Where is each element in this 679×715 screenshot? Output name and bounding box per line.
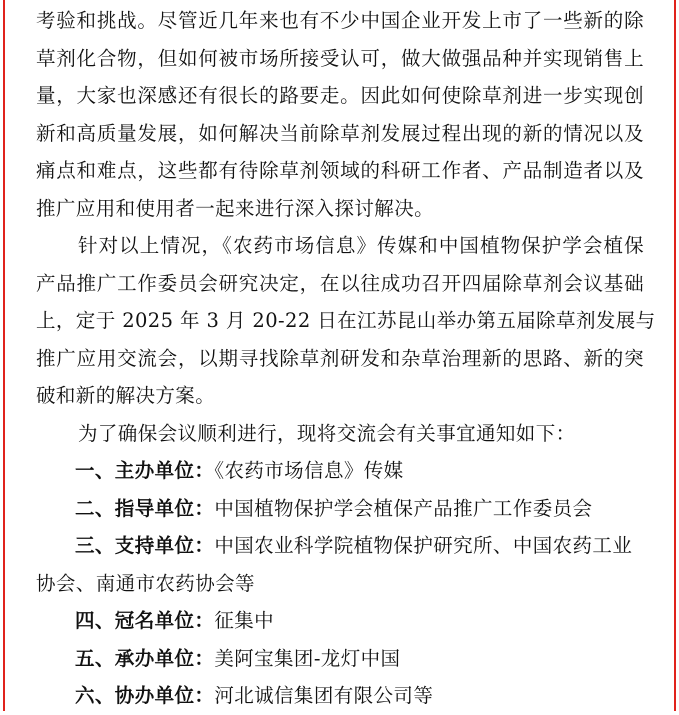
list-item-organizer bbox=[36, 452, 644, 490]
list-item-host bbox=[36, 640, 644, 678]
right-red-border bbox=[674, 0, 676, 711]
list-item-guidance bbox=[36, 490, 644, 528]
list-item-co-organizer bbox=[36, 677, 644, 715]
document-body bbox=[36, 2, 656, 715]
paragraph-line: 新和高质量发展，如何解决当前除草剂发展过程出现的新的情况以及 bbox=[36, 121, 644, 145]
paragraph-line: 推广应用交流会，以期寻找除草剂研发和杂草治理新的思路、新的突 bbox=[36, 346, 644, 370]
left-red-border bbox=[3, 0, 5, 711]
item-value: 《农药市场信息》传媒 bbox=[214, 459, 404, 482]
paragraph-line: 草剂化合物，但如何被市场所接受认可，做大做强品种并实现销售上 bbox=[36, 46, 644, 70]
list-item-support bbox=[36, 527, 644, 565]
paragraph-line: 量，大家也深感还有很长的路要走。因此如何使除草剂进一步实现创 bbox=[36, 84, 644, 107]
item-value: 美阿宝集团-龙灯中国 bbox=[214, 646, 401, 670]
paragraph-line: 破和新的解决方案。 bbox=[36, 384, 216, 407]
list-item-support-continuation: 协会、南通市农药协会等 bbox=[36, 571, 255, 595]
item-value: 中国植物保护学会植保产品推广工作委员会 bbox=[214, 496, 593, 520]
item-label: 五、承办单位： bbox=[75, 646, 215, 670]
paragraph-line: 产品推广工作委员会研究决定，在以往成功召开四届除草剂会议基础 bbox=[36, 271, 644, 295]
item-label: 一、主办单位： bbox=[75, 459, 215, 482]
paragraph-line: 痛点和难点，这些都有待除草剂领域的科研工作者、产品制造者以及 bbox=[36, 159, 644, 182]
paragraph-line: 推广应用和使用者一起来进行深入探讨解决。 bbox=[36, 196, 435, 220]
item-value: 中国农业科学院植物保护研究所、中国农药工业 bbox=[214, 534, 633, 557]
item-label: 二、指导单位： bbox=[75, 496, 215, 520]
item-value: 征集中 bbox=[214, 609, 275, 632]
item-label: 三、支持单位： bbox=[75, 534, 215, 557]
item-label: 四、冠名单位： bbox=[75, 609, 215, 632]
paragraph-line: 上，定于 2025 年 3 月 20-22 日在江苏昆山举办第五届除草剂发展与 bbox=[36, 309, 656, 332]
paragraph-line: 针对以上情况，《农药市场信息》传媒和中国植物保护学会植保 bbox=[78, 234, 644, 257]
paragraph-line: 考验和挑战。尽管近几年来也有不少中国企业开发上市了一些新的除 bbox=[36, 9, 644, 32]
list-item-title-sponsor bbox=[36, 602, 644, 640]
item-value: 河北诚信集团有限公司等 bbox=[214, 684, 434, 707]
intro-line: 为了确保会议顺利进行，现将交流会有关事宜通知如下： bbox=[78, 421, 576, 445]
item-label: 六、协办单位： bbox=[75, 684, 215, 707]
